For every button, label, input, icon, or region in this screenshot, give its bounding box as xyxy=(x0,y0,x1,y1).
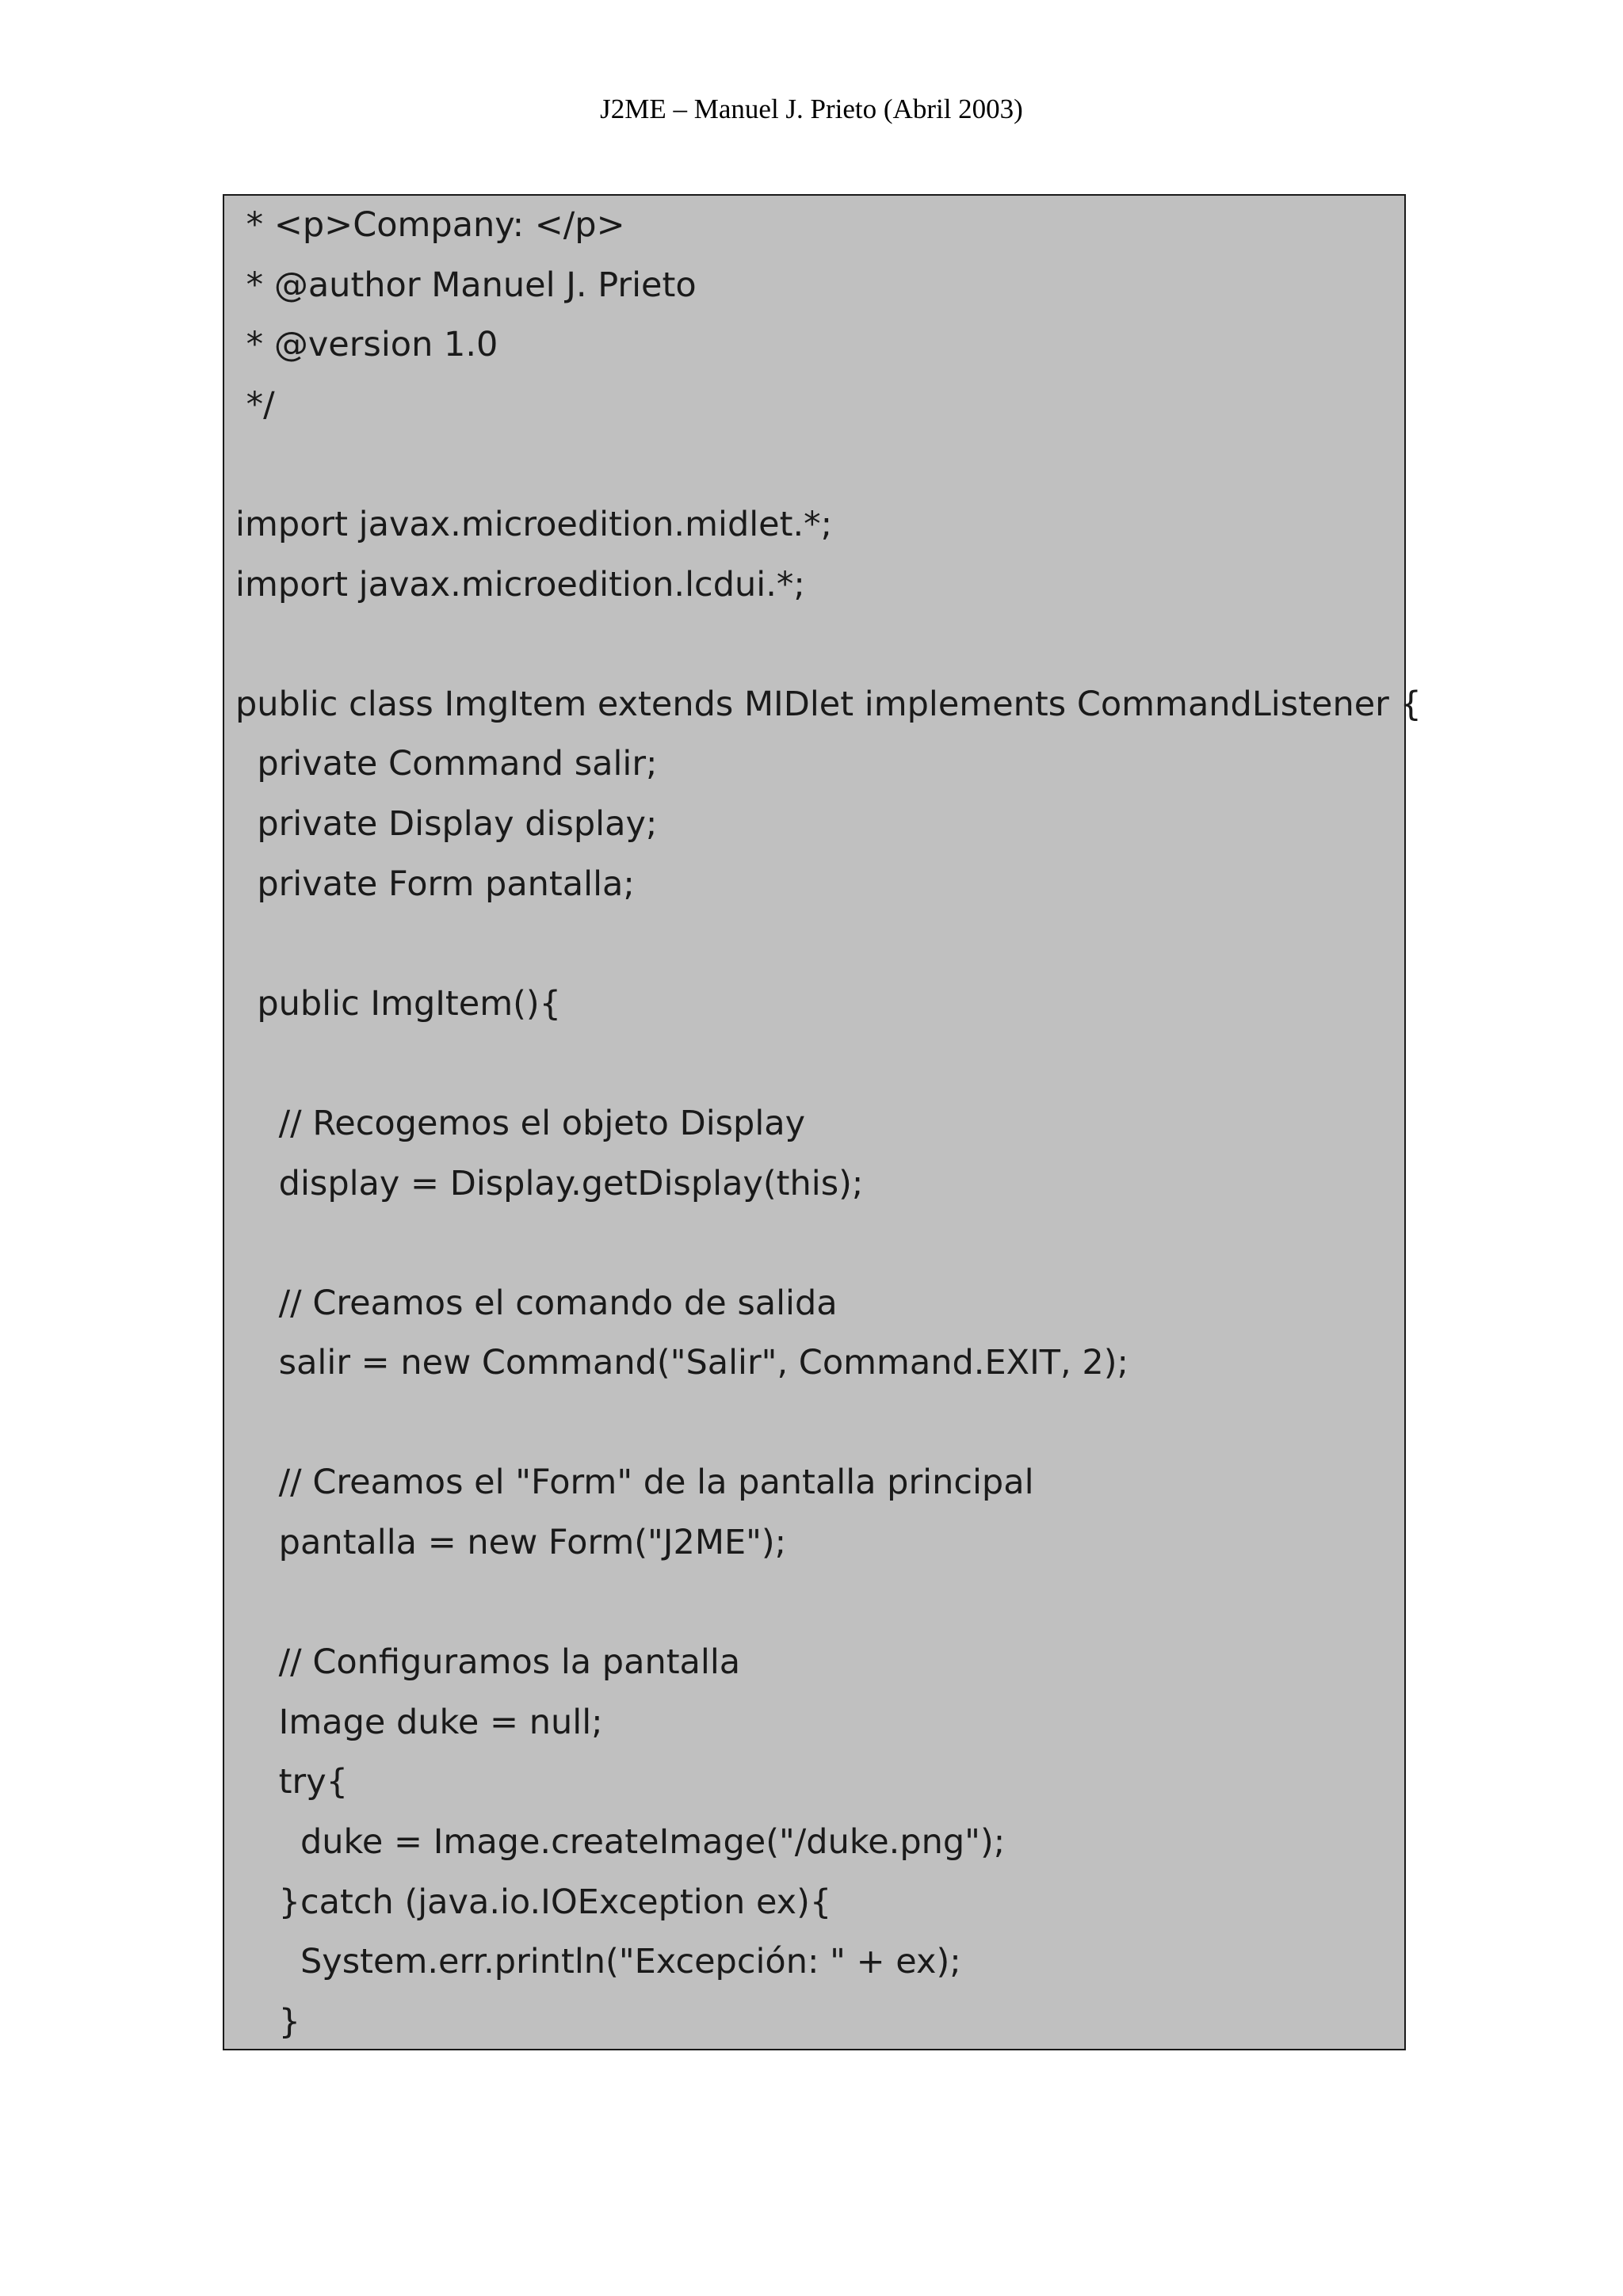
code-line xyxy=(235,615,1404,675)
code-line: * @author Manuel J. Prieto xyxy=(235,265,697,305)
code-line xyxy=(235,435,1404,495)
code-line xyxy=(235,1573,1404,1634)
code-line: */ xyxy=(235,384,275,425)
code-line: public ImgItem(){ xyxy=(235,983,562,1024)
code-line: private Display display; xyxy=(235,803,658,844)
code-line: // Creamos el "Form" de la pantalla principal xyxy=(235,1463,1034,1503)
code-line: public class ImgItem extends MIDlet implements CommandListener { xyxy=(235,684,1422,724)
code-line: try{ xyxy=(235,1762,349,1802)
code-line: private Command salir; xyxy=(235,744,658,784)
code-line: // Creamos el comando de salida xyxy=(235,1283,838,1323)
code-line: duke = Image.createImage("/duke.png"); xyxy=(235,1822,1006,1863)
code-line: private Form pantalla; xyxy=(235,864,635,904)
code-lines xyxy=(235,196,1422,2052)
code-line: Image duke = null; xyxy=(235,1702,603,1742)
code-listing-box xyxy=(223,194,1422,2050)
code-line xyxy=(235,914,1404,974)
code-line: import javax.microedition.midlet.*; xyxy=(235,504,833,544)
code-line: display = Display.getDisplay(this); xyxy=(235,1163,864,1203)
code-line: * @version 1.0 xyxy=(235,325,498,365)
code-line xyxy=(235,1214,1404,1274)
code-line: import javax.microedition.lcdui.*; xyxy=(235,564,805,605)
code-line: pantalla = new Form("J2ME"); xyxy=(235,1523,787,1563)
code-line: salir = new Command("Salir", Command.EXIT, 2); xyxy=(235,1343,1129,1383)
code-line: // Recogemos el objeto Display xyxy=(235,1103,806,1143)
code-line: System.err.println("Excepción: " + ex); xyxy=(235,1942,961,1982)
code-line: }catch (java.io.IOException ex){ xyxy=(235,1882,832,1922)
page-header: J2ME – Manuel J. Prieto (Abril 2003) xyxy=(600,93,1023,124)
code-line xyxy=(235,1034,1404,1094)
code-line xyxy=(235,1394,1404,1454)
code-line: // Configuramos la pantalla xyxy=(235,1642,741,1683)
code-line: * <p>Company: </p> xyxy=(235,205,625,245)
code-line: } xyxy=(235,2001,301,2042)
